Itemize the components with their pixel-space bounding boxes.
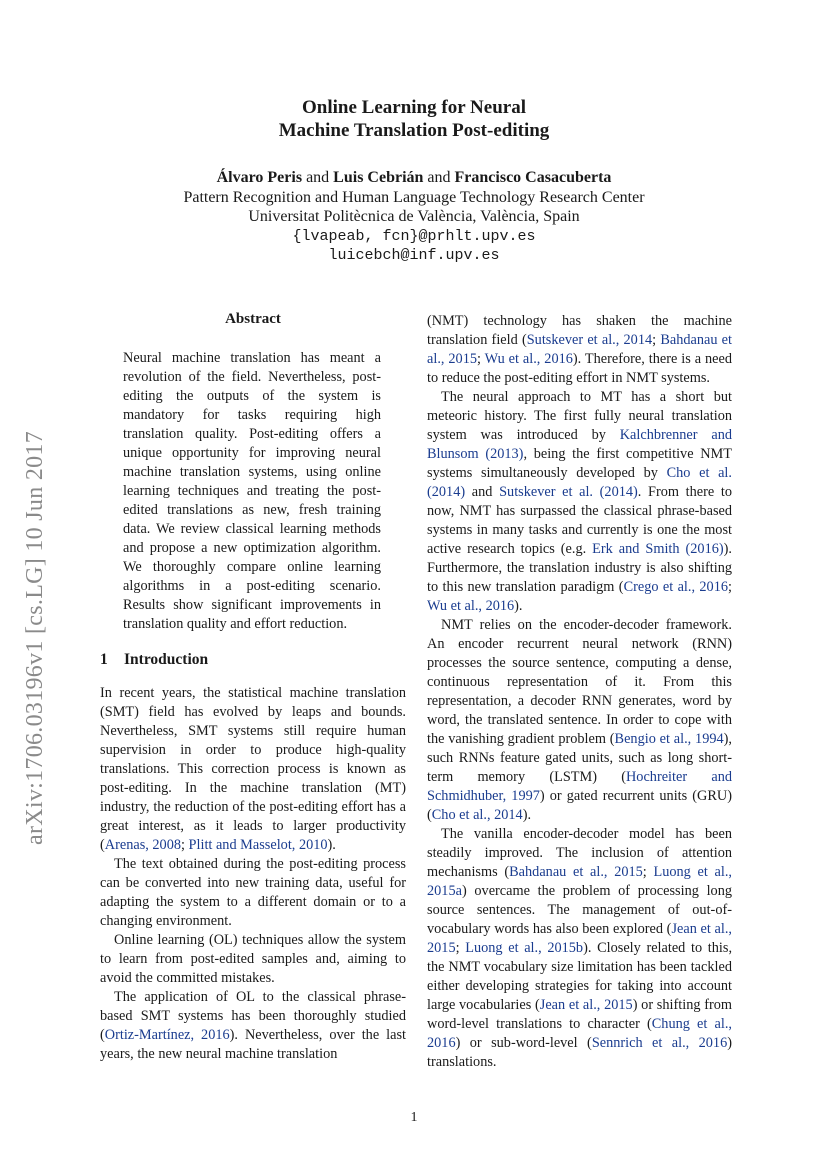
email-inf[interactable]: luicebch@inf.upv.es <box>328 247 500 264</box>
citation-link[interactable]: Luong et al., 2015b <box>465 940 584 956</box>
text-run: ; <box>652 332 661 348</box>
text-run: ) translations. <box>427 1035 732 1070</box>
text-run: ). Furthermore, the translation industry is also shifting to this new translation paradigm ( <box>427 541 732 595</box>
abstract-text: Neural machine translation has meant a revolution of the field. Nevertheless, post-editing the outputs of the system is mandatory for tasks requiring high translation quality. Post-editing offers a unique opportunity for improving neural machine translation systems, using online learning techniques and treating the post-edited translations as new, fresh training data. We review classical learning methods and propose a new optimization algorithm. We thoroughly compare online learning algorithms in a post-editing scenario. Results show significant improvements in translation quality and effort reduction. <box>123 350 381 632</box>
text-run: ). Nevertheless, over the last years, the new neural machine translation <box>100 1027 406 1062</box>
introduction-right-column <box>427 312 732 1072</box>
citation-link[interactable]: Crego et al., 2016 <box>623 579 728 595</box>
citation-link[interactable]: Jean et al., 2015 <box>427 921 732 956</box>
text-run: The neural approach to MT has a short but meteoric history. The first fully neural translation system was introduced by <box>427 389 732 443</box>
citation-link[interactable]: Kalchbrenner and Blunsom (2013) <box>427 427 732 462</box>
author-separator: and <box>306 169 330 186</box>
author-names <box>0 168 828 188</box>
author-block <box>0 168 828 266</box>
right-paragraph-3 <box>427 616 732 825</box>
text-run: ; <box>477 351 485 367</box>
text-run: In recent years, the statistical machine translation (SMT) field has evolved by leaps and bounds. Nevertheless, SMT systems still require human supervision in order to produce high-quality translations. This correction process is known as post-editing. In the machine translation (MT) industry, the reduction of the post-editing effort has a great interest, as it leads to larger productivity ( <box>100 685 406 853</box>
author-peris: Álvaro Peris <box>216 169 303 186</box>
section-heading-introduction <box>100 651 208 669</box>
text-run: ), such RNNs feature gated units, such as long short-term memory (LSTM) ( <box>427 731 732 785</box>
citation-link[interactable]: Bahdanau et al., 2015 <box>427 332 733 367</box>
text-run: ; <box>455 940 466 956</box>
text-run: The application of OL to the classical phrase-based SMT systems has been thoroughly studied ( <box>100 989 406 1043</box>
right-paragraph-2 <box>427 388 732 616</box>
right-paragraph-1 <box>427 312 732 388</box>
citation-link[interactable]: Arenas, 2008 <box>104 837 181 853</box>
text-run: ). <box>522 807 532 823</box>
text-run: (NMT) technology has shaken the machine translation field ( <box>427 313 732 348</box>
text-run: ) or gated recurrent units (GRU) ( <box>427 788 732 823</box>
citation-link[interactable]: Wu et al., 2016 <box>484 351 573 367</box>
email-prhlt[interactable]: {lvapeab, fcn}@prhlt.upv.es <box>292 227 536 245</box>
citation-link[interactable]: Bahdanau et al., 2015 <box>509 864 643 880</box>
text-run: ) or sub-word-level ( <box>455 1035 592 1051</box>
affiliation-center: Pattern Recognition and Human Language Technology Research Center <box>183 188 645 206</box>
text-run: ). Therefore, there is a need to reduce the post-editing effort in NMT systems. <box>427 351 733 386</box>
page-number: 1 <box>410 1110 418 1125</box>
introduction-left-column <box>100 684 406 1064</box>
citation-link[interactable]: Hochreiter and Schmidhuber, 1997 <box>427 769 732 804</box>
text-run: The vanilla encoder-decoder model has been steadily improved. The inclusion of attention mechanisms ( <box>427 826 732 880</box>
author-casacuberta: Francisco Casacuberta <box>454 169 612 186</box>
arxiv-identifier: arXiv:1706.03196v1 [cs.LG] 10 Jun 2017 <box>22 430 48 845</box>
citation-link[interactable]: Sutskever et al., 2014 <box>526 332 653 348</box>
affiliation-university: Universitat Politècnica de València, València, Spain <box>248 208 580 225</box>
author-separator: and <box>427 169 451 186</box>
intro-paragraph-4 <box>100 988 406 1064</box>
text-run: . From there to now, NMT has surpassed the classical phrase-based systems in many tasks and currently is one the most active research topics (e.g. <box>427 484 732 557</box>
citation-link[interactable]: Plitt and Masselot, 2010 <box>188 837 328 853</box>
text-run: , being the first competitive NMT systems simultaneously developed by <box>427 446 733 481</box>
text-run: ; <box>181 837 189 853</box>
paper-title <box>0 96 828 142</box>
citation-link[interactable]: Chung et al., 2016 <box>427 1016 733 1051</box>
citation-link[interactable]: Cho et al., 2014 <box>431 807 523 823</box>
text-run: and <box>465 484 500 500</box>
section-number: 1 <box>100 651 108 668</box>
section-title: Introduction <box>124 651 209 668</box>
text-run: ) overcame the problem of processing long source sentences. The management of out-of-vocabulary words has also been explored ( <box>427 883 732 937</box>
text-run: ; <box>642 864 654 880</box>
title-line-2: Machine Translation Post-editing <box>278 120 550 141</box>
citation-link[interactable]: Luong et al., 2015a <box>427 864 732 899</box>
abstract-heading: Abstract <box>225 311 281 327</box>
citation-link[interactable]: Wu et al., 2016 <box>427 598 515 614</box>
citation-link[interactable]: Ortiz-Martínez, 2016 <box>104 1027 230 1043</box>
citation-link[interactable]: Sennrich et al., 2016 <box>591 1035 728 1051</box>
citation-link[interactable]: Jean et al., 2015 <box>539 997 633 1013</box>
text-run: ). <box>514 598 523 614</box>
text-run: ) or shifting from word-level translations to character ( <box>427 997 732 1032</box>
right-paragraph-4 <box>427 825 732 1072</box>
intro-paragraph-2: The text obtained during the post-editing process can be converted into new training data, useful for adapting the system to a different domain or to a changing environment. <box>100 856 406 929</box>
title-line-1: Online Learning for Neural <box>302 97 526 118</box>
text-run: ; <box>728 579 732 595</box>
text-run: ). Closely related to this, the NMT vocabulary size limitation has been tackled either developing strategies for taking into account large vocabularies ( <box>427 940 733 1013</box>
text-run: NMT relies on the encoder-decoder framework. An encoder recurrent neural network (RNN) processes the source sentence, computing a dense, continuous representation of it. From this representation, a decoder RNN generates, word by word, the translated sentence. In order to cope with the vanishing gradient problem ( <box>427 617 732 747</box>
citation-link[interactable]: Bengio et al., 1994 <box>614 731 724 747</box>
intro-paragraph-1 <box>100 684 406 855</box>
text-run: ). <box>327 837 336 853</box>
intro-paragraph-3: Online learning (OL) techniques allow the system to learn from post-edited samples and, aiming to avoid the committed mistakes. <box>100 932 406 986</box>
citation-link[interactable]: Sutskever et al. (2014) <box>499 484 638 500</box>
citation-link[interactable]: Erk and Smith (2016) <box>592 541 724 557</box>
author-cebrian: Luis Cebrián <box>333 169 424 186</box>
citation-link[interactable]: Cho et al. (2014) <box>427 465 732 500</box>
